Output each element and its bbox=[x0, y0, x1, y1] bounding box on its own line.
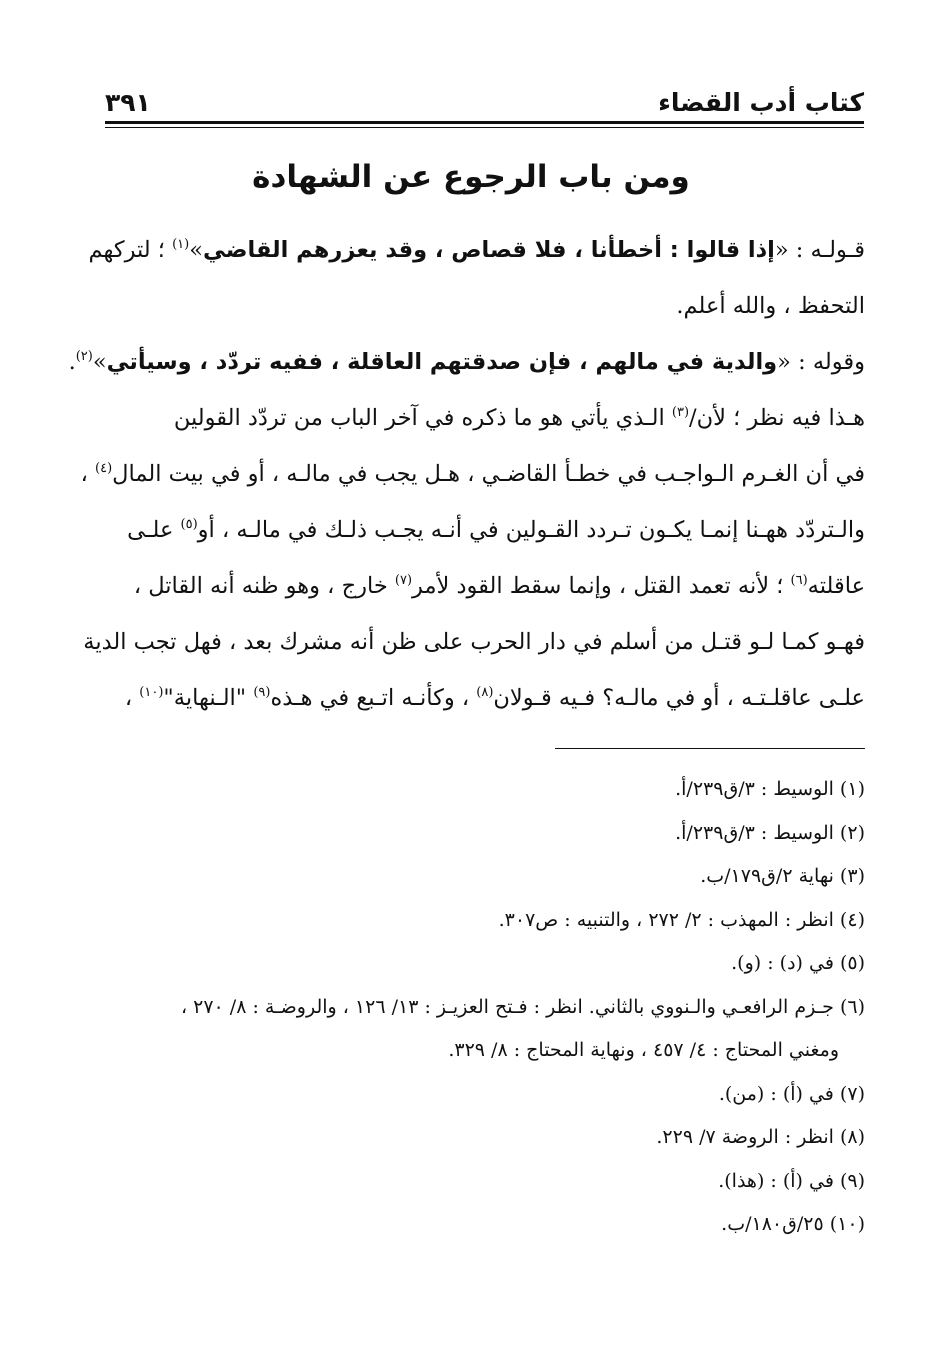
line-9-cited-title: "الـنهاية" bbox=[163, 685, 254, 711]
line-7-tail: خارج ، وهو ظنه أنه القاتل ، bbox=[133, 573, 395, 599]
footnote-4: (٤) انظر : المهذب : ٢/ ٢٧٢ ، والتنبيه : ص٣٠٧. bbox=[498, 908, 865, 931]
footnote-8: (٨) انظر : الروضة ٧/ ٢٢٩. bbox=[656, 1126, 865, 1148]
line-4-tail: الـذي يأتي هو ما ذكره في آخر الباب من تردّد القولين bbox=[173, 405, 672, 431]
text-line-9 bbox=[110, 670, 865, 726]
footnote-ref-3: (٣) bbox=[671, 405, 690, 420]
quoted-text: إذا قالوا : أخطأنا ، فلا قصاص ، وقد يعزرهم القاضي bbox=[203, 237, 775, 263]
footnote-2: (٢) الوسيط : ٣/ق٢٣٩/أ. bbox=[675, 821, 865, 844]
line-3-quote-close: » bbox=[92, 349, 107, 375]
line-1-quote-close: » bbox=[189, 237, 204, 263]
line-7-mid: ؛ لأنه تعمد القتل ، وإنما سقط القود لأمر bbox=[412, 573, 791, 599]
footnote-6: (٦) جـزم الرافعـي والـنووي بالثاني. انظر : فـتح العزيـز : ١٣/ ١٢٦ ، والروضـة : ٨/ ٢٧٠ ، bbox=[180, 995, 865, 1018]
page-number: ٣٩١ bbox=[105, 88, 151, 117]
footnote-ref-2: (٢) bbox=[75, 349, 93, 364]
line-4-lead: هـذا فيه نظر ؛ لأن/ bbox=[689, 405, 865, 431]
footnote-5: (٥) في (د) : (و). bbox=[731, 952, 865, 974]
line-6-tail: علـى bbox=[127, 517, 181, 543]
footnotes bbox=[110, 768, 865, 1247]
line-1-lead: قـولـه : « bbox=[774, 237, 865, 263]
text-line-3 bbox=[68, 334, 865, 390]
line-1-tail: ؛ لتركهم bbox=[88, 237, 173, 263]
line-5-lead: في أن الغـرم الـواجـب في خطـأ القاضـي ، هـل يجب في مالـه ، أو في بيت المال bbox=[112, 461, 865, 487]
section-title: ومن باب الرجوع عن الشهادة bbox=[252, 159, 690, 195]
footnote-ref-8: (٨) bbox=[476, 685, 494, 700]
main-text bbox=[68, 222, 865, 726]
footnote-1: (١) الوسيط : ٣/ق٢٣٩/أ. bbox=[675, 778, 865, 800]
footnote-ref-5: (٥) bbox=[180, 517, 198, 532]
line-7-lead: عاقلته bbox=[807, 573, 865, 599]
line-3-lead: وقوله : « bbox=[777, 349, 865, 375]
text-line-6 bbox=[110, 502, 865, 558]
line-9-mid: ، وكأنـه اتـبع في هـذه bbox=[270, 685, 477, 711]
footnote-ref-10: (١٠) bbox=[139, 685, 164, 700]
line-5-tail: ، bbox=[80, 461, 96, 487]
footnote-separator bbox=[555, 748, 865, 749]
line-9-tail: ، bbox=[124, 685, 140, 711]
book-title: كتاب أدب القضاء bbox=[658, 88, 864, 117]
footnote-3: (٣) نهاية ٢/ق١٧٩/ب. bbox=[700, 865, 865, 887]
line-9-lead: علـى عاقلـتـه ، أو في مالـه؟ فـيه قـولان bbox=[493, 685, 865, 711]
footnote-ref-7: (٧) bbox=[394, 573, 413, 588]
text-line-2: التحفظ ، والله أعلم. bbox=[676, 293, 865, 319]
footnote-10: (١٠) ٢٥/ق١٨٠/ب. bbox=[721, 1213, 865, 1235]
footnote-ref-4: (٤) bbox=[95, 461, 113, 476]
quoted-text: والدية في مالهم ، فإن صدقتهم العاقلة ، ففيه تردّد ، وسيأتي bbox=[106, 349, 778, 375]
footnote-ref-9: (٩) bbox=[253, 685, 271, 700]
footnote-9: (٩) في (أ) : (هذا). bbox=[718, 1169, 865, 1192]
running-header bbox=[105, 88, 864, 118]
footnote-6-continued: ومغني المحتاج : ٤/ ٤٥٧ ، ونهاية المحتاج : ٨/ ٣٢٩. bbox=[448, 1039, 839, 1061]
text-line-4 bbox=[110, 390, 865, 446]
line-3-tail: . bbox=[68, 349, 76, 375]
footnote-ref-1: (١) bbox=[172, 237, 190, 252]
footnote-7: (٧) في (أ) : (من). bbox=[718, 1082, 865, 1105]
footnote-ref-6: (٦) bbox=[790, 573, 808, 588]
line-6-lead: والـتردّد ههـنا إنمـا يكـون تـردد القـولين في أنـه يجـب ذلـك في مالـه ، أو bbox=[197, 517, 865, 543]
header-rule-thick bbox=[105, 121, 864, 124]
header-rule-thin bbox=[105, 127, 864, 128]
text-line-7 bbox=[110, 558, 865, 614]
text-line-5 bbox=[80, 446, 865, 502]
text-line-1 bbox=[88, 222, 865, 278]
text-line-8: فهـو كمـا لـو قتـل من أسلم في دار الحرب على ظن أنه مشرك بعد ، فهل تجب الدية bbox=[83, 629, 865, 655]
